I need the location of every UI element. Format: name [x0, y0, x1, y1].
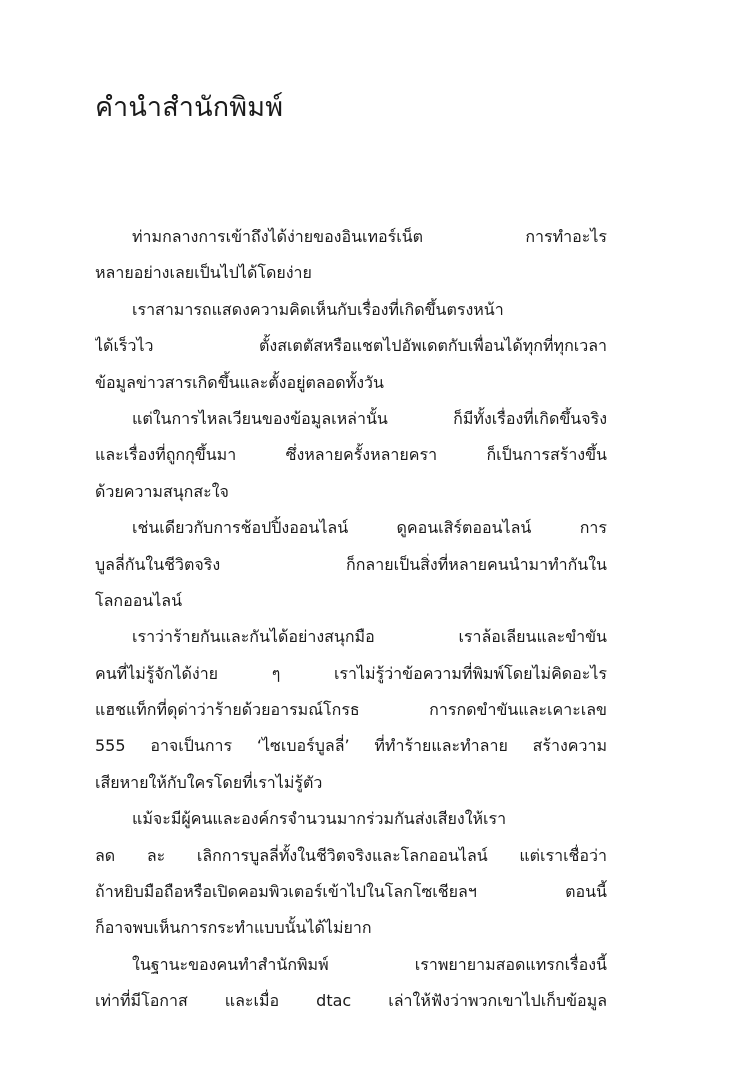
text-line: เช่นเดียวกับการช้อปปิ้งออนไลน์ ดูคอนเสิร์ตออนไลน์ การ	[132, 518, 607, 538]
body-text	[95, 219, 607, 1020]
text-line: ด้วยความสนุกสะใจ	[95, 481, 229, 501]
text-line: แม้จะมีผู้คนและองค์กรจำนวนมากร่วมกันส่งเสียงให้เรา	[132, 809, 507, 829]
text-line: คนที่ไม่รู้จักได้ง่าย ๆ เราไม่รู้ว่าข้อความที่พิมพ์โดยไม่คิดอะไร	[95, 663, 607, 683]
paragraph	[95, 619, 607, 801]
text-line: และเรื่องที่ถูกกุขึ้นมา ซึ่งหลายครั้งหลายครา ก็เป็นการสร้างขึ้น	[95, 445, 607, 465]
text-line: โลกออนไลน์	[95, 590, 183, 610]
text-line: ถ้าหยิบมือถือหรือเปิดคอมพิวเตอร์เข้าไปในโลกโซเชียลฯ ตอนนี้	[95, 882, 607, 902]
text-line: ในฐานะของคนทำสำนักพิมพ์ เราพยายามสอดแทรกเรื่องนี้	[132, 954, 607, 974]
text-line: ก็อาจพบเห็นการกระทำแบบนั้นได้ไม่ยาก	[95, 918, 372, 938]
text-line: เท่าที่มีโอกาส และเมื่อ dtac เล่าให้ฟังว่าพวกเขาไปเก็บข้อมูล	[95, 991, 607, 1011]
text-line: ได้เร็วไว ตั้งสเตตัสหรือแชตไปอัพเดตกับเพื่อนได้ทุกที่ทุกเวลา	[95, 336, 607, 356]
text-line: แฮชแท็กที่ดุด่าว่าร้ายด้วยอารมณ์โกรธ การกดขำขันและเคาะเลข	[95, 700, 607, 720]
paragraph	[95, 401, 607, 510]
paragraph	[95, 219, 607, 292]
text-line: 555 อาจเป็นการ ‘ไซเบอร์บูลลี่’ ที่ทำร้ายและทำลาย สร้างความ	[95, 736, 607, 756]
paragraph	[95, 947, 607, 1020]
paragraph	[95, 510, 607, 619]
text-line: บูลลี่กันในชีวิตจริง ก็กลายเป็นสิ่งที่หลายคนนำมาทำกันใน	[95, 554, 607, 574]
text-line: ข้อมูลข่าวสารเกิดขึ้นและตั้งอยู่ตลอดทั้งวัน	[95, 372, 384, 392]
page-title: คำนำสำนักพิมพ์	[95, 92, 284, 123]
paragraph	[95, 292, 607, 401]
text-line: เราสามารถแสดงความคิดเห็นกับเรื่องที่เกิดขึ้นตรงหน้า	[132, 299, 504, 319]
text-line: แต่ในการไหลเวียนของข้อมูลเหล่านั้น ก็มีทั้งเรื่องที่เกิดขึ้นจริง	[132, 408, 607, 428]
text-line: ท่ามกลางการเข้าถึงได้ง่ายของอินเทอร์เน็ต การทำอะไร	[132, 227, 607, 246]
text-line: เราว่าร้ายกันและกันได้อย่างสนุกมือ เราล้อเลียนและขำขัน	[132, 627, 607, 647]
text-line: ลด ละ เลิกการบูลลี่ทั้งในชีวิตจริงและโลกออนไลน์ แต่เราเชื่อว่า	[95, 845, 607, 865]
paragraph	[95, 801, 607, 947]
text-line: หลายอย่างเลยเป็นไปได้โดยง่าย	[95, 263, 312, 283]
text-line: เสียหายให้กับใครโดยที่เราไม่รู้ตัว	[95, 772, 323, 792]
